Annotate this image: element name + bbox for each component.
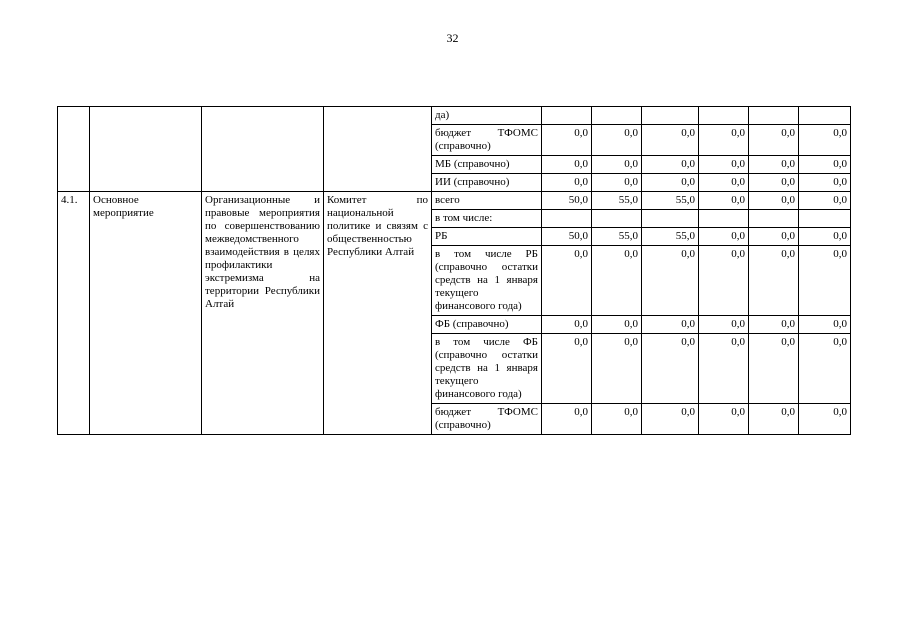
source-label: РБ: [432, 228, 542, 246]
value-cell: 0,0: [592, 316, 642, 334]
value-cell: 0,0: [749, 125, 799, 156]
executor-cell: [324, 107, 432, 192]
value-cell: [592, 210, 642, 228]
source-label: всего: [432, 192, 542, 210]
value-cell: 0,0: [699, 192, 749, 210]
value-cell: 0,0: [699, 334, 749, 404]
value-cell: 0,0: [749, 192, 799, 210]
value-cell: 0,0: [642, 316, 699, 334]
description-cell: [202, 107, 324, 192]
value-cell: [642, 107, 699, 125]
table-row: [58, 107, 851, 125]
value-cell: [699, 210, 749, 228]
number-cell: [58, 107, 90, 192]
value-cell: 0,0: [699, 316, 749, 334]
table-row: [58, 192, 851, 210]
value-cell: 0,0: [542, 404, 592, 435]
value-cell: [642, 210, 699, 228]
value-cell: 0,0: [642, 246, 699, 316]
source-label: в том числе:: [432, 210, 542, 228]
source-label: в том числе ФБ (справочно остатки средств на 1 января текущего финансового года): [432, 334, 542, 404]
item-name: Основное мероприятие: [90, 192, 202, 435]
value-cell: 0,0: [592, 125, 642, 156]
value-cell: 0,0: [699, 246, 749, 316]
value-cell: [592, 107, 642, 125]
value-cell: 0,0: [542, 334, 592, 404]
value-cell: [749, 107, 799, 125]
value-cell: [542, 107, 592, 125]
value-cell: 0,0: [592, 174, 642, 192]
value-cell: 0,0: [592, 156, 642, 174]
value-cell: 0,0: [749, 316, 799, 334]
name-cell: [90, 107, 202, 192]
value-cell: 0,0: [542, 316, 592, 334]
value-cell: 0,0: [799, 192, 851, 210]
source-label: в том числе РБ (справочно остатки средств на 1 января текущего финансового года): [432, 246, 542, 316]
value-cell: [542, 210, 592, 228]
value-cell: 0,0: [592, 334, 642, 404]
value-cell: 0,0: [542, 174, 592, 192]
source-label: да): [432, 107, 542, 125]
value-cell: 0,0: [749, 156, 799, 174]
source-label: ИИ (справочно): [432, 174, 542, 192]
value-cell: 0,0: [799, 404, 851, 435]
value-cell: 0,0: [799, 174, 851, 192]
value-cell: 55,0: [592, 228, 642, 246]
value-cell: 0,0: [799, 156, 851, 174]
value-cell: 0,0: [642, 334, 699, 404]
value-cell: 0,0: [699, 125, 749, 156]
value-cell: 0,0: [749, 174, 799, 192]
value-cell: 0,0: [542, 125, 592, 156]
value-cell: 0,0: [749, 334, 799, 404]
value-cell: [699, 107, 749, 125]
source-label: бюджет ТФОМС (справочно): [432, 404, 542, 435]
value-cell: [749, 210, 799, 228]
source-label: МБ (справочно): [432, 156, 542, 174]
source-label: ФБ (справочно): [432, 316, 542, 334]
value-cell: 0,0: [749, 404, 799, 435]
source-label: бюджет ТФОМС (справочно): [432, 125, 542, 156]
value-cell: 0,0: [799, 228, 851, 246]
value-cell: 0,0: [799, 125, 851, 156]
value-cell: 0,0: [699, 404, 749, 435]
value-cell: 0,0: [592, 404, 642, 435]
value-cell: [799, 210, 851, 228]
value-cell: 0,0: [642, 156, 699, 174]
value-cell: 0,0: [749, 228, 799, 246]
value-cell: 55,0: [592, 192, 642, 210]
value-cell: 0,0: [699, 174, 749, 192]
item-number: 4.1.: [58, 192, 90, 435]
value-cell: 55,0: [642, 192, 699, 210]
value-cell: 0,0: [642, 404, 699, 435]
value-cell: 50,0: [542, 228, 592, 246]
page-number: 32: [446, 31, 459, 45]
value-cell: 0,0: [642, 125, 699, 156]
value-cell: 0,0: [699, 156, 749, 174]
value-cell: 0,0: [699, 228, 749, 246]
value-cell: 0,0: [642, 174, 699, 192]
value-cell: 50,0: [542, 192, 592, 210]
item-description: Организационные и правовые мероприятия по совершенствованию межведомственного взаимодействия в целях профилактики экстремизма на территории Республики Алтай: [202, 192, 324, 435]
value-cell: [799, 107, 851, 125]
value-cell: 0,0: [799, 316, 851, 334]
value-cell: 0,0: [749, 246, 799, 316]
value-cell: 55,0: [642, 228, 699, 246]
value-cell: 0,0: [542, 156, 592, 174]
value-cell: 0,0: [592, 246, 642, 316]
budget-table: [57, 106, 851, 435]
value-cell: 0,0: [799, 334, 851, 404]
item-executor: Комитет по национальной политике и связям с общественностью Республики Алтай: [324, 192, 432, 435]
value-cell: 0,0: [542, 246, 592, 316]
value-cell: 0,0: [799, 246, 851, 316]
